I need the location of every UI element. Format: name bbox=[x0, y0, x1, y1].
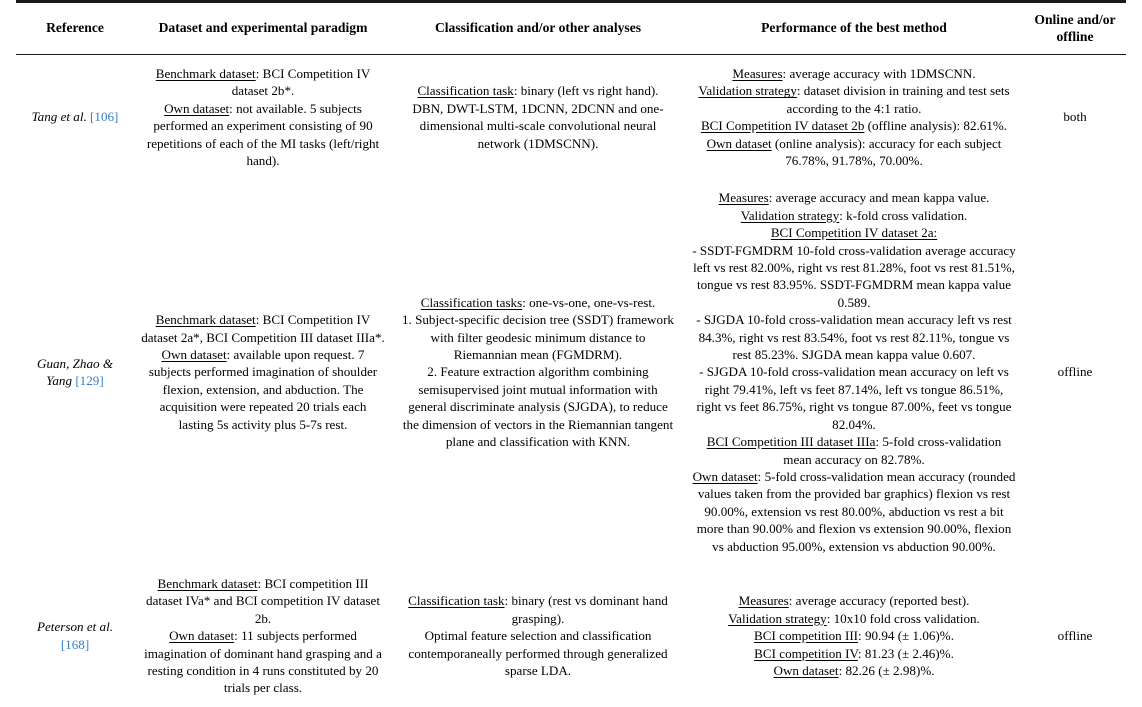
dataset-label-own: Own dataset bbox=[169, 628, 235, 644]
column-header-classification: Classification and/or other analyses bbox=[392, 2, 684, 55]
classification-cell bbox=[392, 54, 684, 179]
dataset-label-benchmark: Benchmark dataset bbox=[155, 65, 256, 81]
performance-label-measures: Measures bbox=[738, 593, 789, 609]
dataset-text-benchmark: : BCI competition III dataset IVa* and BCI competition IV dataset 2b. bbox=[146, 575, 380, 626]
table-row bbox=[16, 179, 1126, 565]
dataset-text-benchmark: : BCI Competition IV dataset 2b*. bbox=[231, 65, 371, 99]
performance-label-measures: Measures bbox=[732, 65, 783, 81]
dataset-text-own: : not available. 5 subjects performed an experiment consisting of 90 repetitions of each of the MI tasks (left/right hand). bbox=[146, 100, 380, 168]
performance-label-own-result: Own dataset bbox=[692, 468, 758, 484]
classification-label-tasks: Classification tasks bbox=[420, 294, 523, 310]
reference-cell bbox=[16, 54, 134, 179]
mode-cell: both bbox=[1063, 109, 1087, 125]
performance-text-ssdt-fgmdrm: - SSDT-FGMDRM 10-fold cross-validation average accuracy left vs rest 82.00%, right vs rest 81.28%, foot vs rest 81.51%, tongue vs rest 83.95%. SSDT-FGMDRM mean kappa value 0.589. bbox=[692, 242, 1016, 310]
column-header-dataset: Dataset and experimental paradigm bbox=[134, 2, 392, 55]
performance-cell bbox=[684, 565, 1024, 707]
column-header-reference: Reference bbox=[16, 2, 134, 55]
dataset-text-own: : available upon request. 7 subjects performed imagination of shoulder flexion, extension, and abduction. The acquisition were repeated 20 trials each lasting 5s activity plus 5-7s rest. bbox=[148, 347, 378, 432]
classification-text-method-1: 1. Subject-specific decision tree (SSDT) framework with filter geodesic minimum distance to Riemannian mean (FGMDRM). bbox=[402, 312, 674, 363]
table-header-row bbox=[16, 2, 1126, 55]
performance-label-own-result: Own dataset bbox=[773, 662, 839, 678]
performance-text-dataset-iiia: : 5-fold cross-validation mean accuracy on 82.78%. bbox=[783, 434, 1002, 467]
classification-text-methods: DBN, DWT-LSTM, 1DCNN, 2DCNN and one-dimensional multi-scale convolutional neural network (1DMSCNN). bbox=[412, 100, 664, 151]
dataset-label-benchmark: Benchmark dataset bbox=[157, 575, 258, 591]
performance-label-competition-iii: BCI competition III bbox=[754, 628, 859, 644]
performance-text-competition-iii: : 90.94 (± 1.06)%. bbox=[858, 628, 954, 644]
dataset-text-benchmark: : BCI Competition IV dataset 2a*, BCI Competition III dataset IIIa*. bbox=[141, 312, 385, 345]
performance-label-measures: Measures bbox=[718, 190, 769, 206]
classification-label-task: Classification task bbox=[417, 83, 514, 99]
performance-text-validation: : k-fold cross validation. bbox=[839, 207, 968, 223]
classification-label-task: Classification task bbox=[408, 593, 505, 609]
classification-text-tasks: : one-vs-one, one-vs-rest. bbox=[522, 294, 656, 310]
dataset-cell bbox=[134, 565, 392, 707]
dataset-text-own: : 11 subjects performed imagination of dominant hand grasping and a resting condition in 4 runs constituted by 20 trials per class. bbox=[144, 628, 382, 696]
citation-link[interactable]: [106] bbox=[90, 109, 119, 125]
table-row bbox=[16, 565, 1126, 707]
performance-label-own-result: Own dataset bbox=[706, 135, 772, 151]
mode-cell: offline bbox=[1057, 628, 1093, 644]
dataset-cell bbox=[134, 54, 392, 179]
performance-label-validation: Validation strategy bbox=[740, 207, 840, 223]
comparison-table bbox=[16, 0, 1126, 707]
citation-link[interactable]: [168] bbox=[60, 636, 90, 652]
performance-text-measures: : average accuracy and mean kappa value. bbox=[768, 190, 990, 206]
performance-cell bbox=[684, 179, 1024, 565]
dataset-label-own: Own dataset bbox=[164, 100, 230, 116]
performance-cell bbox=[684, 54, 1024, 179]
performance-text-validation: : 10x10 fold cross validation. bbox=[826, 610, 980, 626]
reference-cell bbox=[16, 179, 134, 565]
performance-text-benchmark-result: (offline analysis): 82.61%. bbox=[864, 118, 1008, 134]
classification-text-methods: Optimal feature selection and classification contemporaneally performed through generalized sparse LDA. bbox=[408, 628, 668, 678]
classification-cell bbox=[392, 565, 684, 707]
performance-text-measures: : average accuracy (reported best). bbox=[788, 593, 970, 609]
dataset-label-own: Own dataset bbox=[161, 347, 227, 363]
performance-text-validation: : dataset division in training and test sets according to the 4:1 ratio. bbox=[786, 83, 1010, 116]
performance-text-measures: : average accuracy with 1DMSCNN. bbox=[782, 65, 976, 81]
performance-text-competition-iv: : 81.23 (± 2.46)%. bbox=[857, 645, 954, 661]
classification-text-method-2: 2. Feature extraction algorithm combining semisupervised joint mutual information with general discriminate analysis (SJGDA), to reduce the dimension of vectors in the Riemannian tangent plane and classification with KNN. bbox=[402, 364, 674, 450]
performance-text-sjgda-rest: - SJGDA 10-fold cross-validation mean accuracy left vs rest 84.3%, right vs rest 83.54%, foot vs rest 82.11%, tongue vs rest 85.23%. SJGDA mean kappa value 0.607. bbox=[696, 312, 1012, 363]
mode-cell: offline bbox=[1057, 364, 1093, 380]
performance-label-competition-iv: BCI competition IV bbox=[754, 645, 858, 661]
column-header-performance: Performance of the best method bbox=[684, 2, 1024, 55]
performance-text-own-result: : 5-fold cross-validation mean accuracy (rounded values taken from the provided bar graphics) flexion vs rest 90.00%, extension vs rest 80.00%, abduction vs rest a bit more than 90.00% and flexion vs extension 90.00%, flexion vs abduction 95.00%, extension vs abduction 90.00%. bbox=[696, 468, 1016, 554]
performance-text-own-result: (online analysis): accuracy for each subject 76.78%, 91.78%, 70.00%. bbox=[771, 135, 1002, 168]
reference-cell bbox=[16, 565, 134, 707]
table-row bbox=[16, 54, 1126, 179]
reference-authors: Guan, Zhao & Yang bbox=[36, 355, 114, 389]
reference-authors: Peterson et al. bbox=[37, 619, 113, 635]
reference-authors: Tang et al. bbox=[31, 109, 87, 125]
performance-text-own-result: : 82.26 (± 2.98)%. bbox=[838, 662, 935, 678]
classification-cell bbox=[392, 179, 684, 565]
classification-text-task: : binary (rest vs dominant hand grasping). bbox=[504, 593, 668, 626]
dataset-cell bbox=[134, 179, 392, 565]
performance-label-validation: Validation strategy bbox=[728, 610, 827, 626]
citation-link[interactable]: [129] bbox=[75, 373, 104, 389]
column-header-mode: Online and/or offline bbox=[1024, 2, 1126, 55]
performance-label-dataset-iiia: BCI Competition III dataset IIIa bbox=[706, 434, 876, 450]
performance-label-dataset-2a: BCI Competition IV dataset 2a: bbox=[770, 225, 938, 241]
dataset-label-benchmark: Benchmark dataset bbox=[155, 312, 256, 328]
performance-text-sjgda-pairs: - SJGDA 10-fold cross-validation mean accuracy on left vs right 79.41%, left vs feet 87.14%, left vs tongue 86.51%, right vs feet 86.75%, right vs tongue 87.00%, feet vs tongue 82.04%. bbox=[696, 364, 1012, 432]
classification-text-task: : binary (left vs right hand). bbox=[513, 83, 659, 99]
performance-label-validation: Validation strategy bbox=[698, 83, 797, 99]
performance-label-benchmark-result: BCI Competition IV dataset 2b bbox=[700, 118, 865, 134]
